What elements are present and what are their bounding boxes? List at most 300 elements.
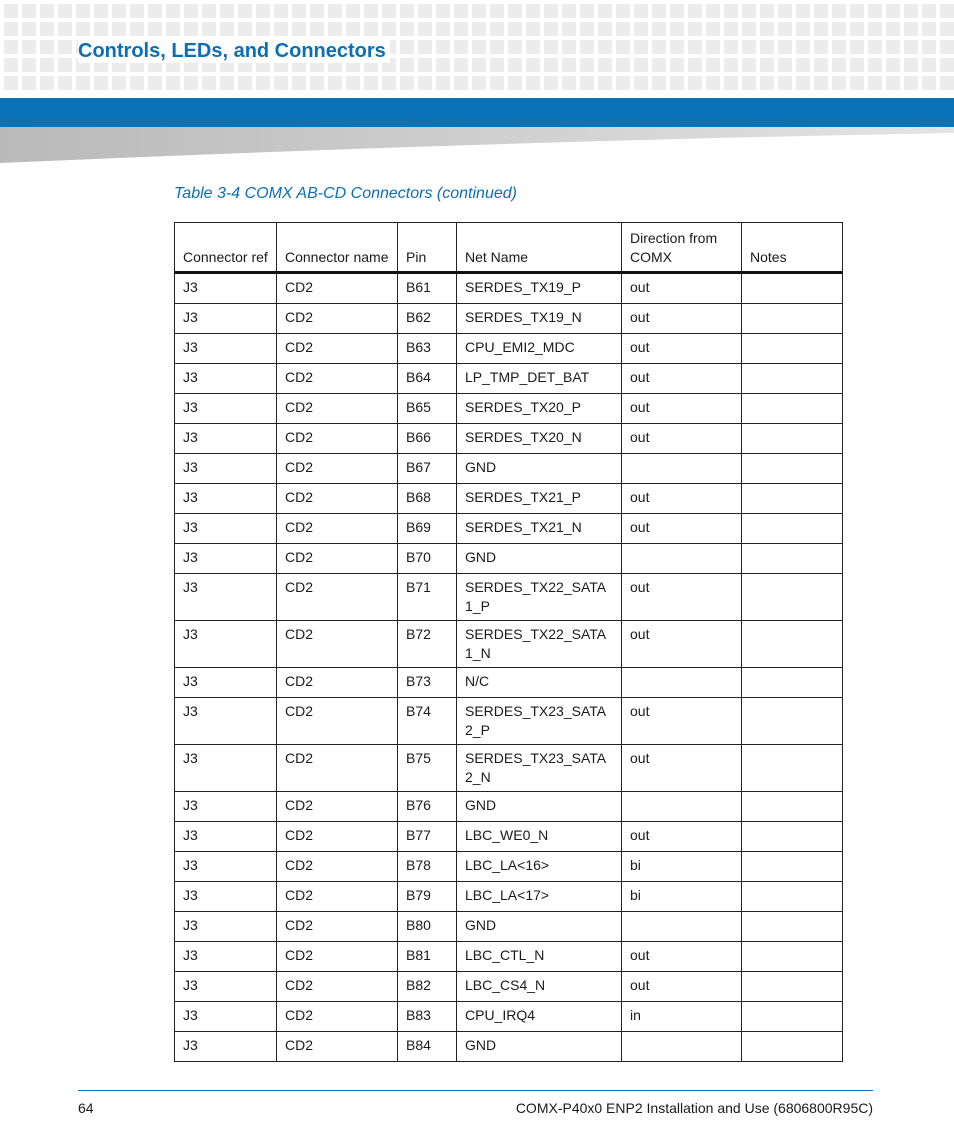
header-tile [940, 76, 954, 90]
header-tile [580, 22, 594, 36]
table-cell: LBC_CS4_N [457, 972, 622, 1002]
table-cell: CD2 [277, 484, 398, 514]
header-tile [562, 40, 576, 54]
header-tile [634, 58, 648, 72]
header-tile [904, 4, 918, 18]
header-tile [58, 4, 72, 18]
table-cell: CD2 [277, 1002, 398, 1032]
table-caption: Table 3-4 COMX AB-CD Connectors (continued) [174, 185, 517, 202]
table-cell [742, 942, 843, 972]
table-cell: J3 [175, 334, 277, 364]
table-cell: CD2 [277, 698, 398, 745]
header-tile [400, 40, 414, 54]
header-tile [562, 76, 576, 90]
header-tile [40, 58, 54, 72]
column-header: Direction from COMX [622, 223, 742, 273]
table-header-row [175, 223, 843, 273]
header-tile [688, 4, 702, 18]
table-cell [742, 394, 843, 424]
header-tile [256, 22, 270, 36]
table-row [175, 942, 843, 972]
header-tile [850, 58, 864, 72]
table-cell: CD2 [277, 574, 398, 621]
header-tile [832, 22, 846, 36]
header-tile [922, 76, 936, 90]
table-cell: SERDES_TX19_P [457, 273, 622, 304]
table-row [175, 621, 843, 668]
header-tile [526, 22, 540, 36]
table-cell: B78 [398, 852, 457, 882]
table-cell: GND [457, 1032, 622, 1062]
table-cell [622, 792, 742, 822]
footer-rule [78, 1090, 873, 1091]
header-tile [112, 76, 126, 90]
header-tile [922, 4, 936, 18]
header-tile [580, 58, 594, 72]
header-tile [382, 4, 396, 18]
table-row [175, 912, 843, 942]
table-cell: CD2 [277, 424, 398, 454]
header-tile [688, 40, 702, 54]
header-tile [364, 76, 378, 90]
header-tile [796, 40, 810, 54]
header-tile [850, 4, 864, 18]
header-tile [202, 76, 216, 90]
table-cell: CD2 [277, 972, 398, 1002]
header-tile [616, 22, 630, 36]
table-cell: J3 [175, 1032, 277, 1062]
header-tile [508, 4, 522, 18]
table-cell: out [622, 273, 742, 304]
column-header: Connector ref [175, 223, 277, 273]
header-tile [328, 22, 342, 36]
header-tile [508, 22, 522, 36]
header-tile [724, 4, 738, 18]
header-tile [184, 22, 198, 36]
header-tile [904, 40, 918, 54]
header-tile [670, 58, 684, 72]
header-tile [130, 22, 144, 36]
table-cell: GND [457, 792, 622, 822]
table-cell: out [622, 424, 742, 454]
header-tile [814, 58, 828, 72]
table-cell: SERDES_TX23_SATA 2_N [457, 745, 622, 792]
table-cell: B80 [398, 912, 457, 942]
table-cell [742, 424, 843, 454]
table-cell: CD2 [277, 621, 398, 668]
table-cell: CD2 [277, 454, 398, 484]
table-cell: J3 [175, 822, 277, 852]
table-cell: J3 [175, 745, 277, 792]
header-tile [508, 58, 522, 72]
header-tile [94, 76, 108, 90]
table-cell: out [622, 364, 742, 394]
header-tile [724, 40, 738, 54]
header-tile [850, 22, 864, 36]
table-cell [742, 1002, 843, 1032]
table-cell: J3 [175, 273, 277, 304]
header-tile [832, 40, 846, 54]
header-tile [832, 76, 846, 90]
table-row [175, 304, 843, 334]
table-cell: B76 [398, 792, 457, 822]
header-tile [670, 4, 684, 18]
table-cell: J3 [175, 304, 277, 334]
header-tile [724, 22, 738, 36]
header-tile [796, 22, 810, 36]
header-tile [4, 76, 18, 90]
header-tile [814, 4, 828, 18]
header-tile [886, 58, 900, 72]
header-tile [580, 4, 594, 18]
header-gray-swoosh [0, 127, 954, 163]
header-tile [526, 76, 540, 90]
table-cell: CD2 [277, 822, 398, 852]
header-tile [346, 22, 360, 36]
header-tile [598, 4, 612, 18]
table-cell: out [622, 745, 742, 792]
header-tile [148, 76, 162, 90]
table-cell: in [622, 1002, 742, 1032]
header-tile [454, 76, 468, 90]
header-tile [760, 40, 774, 54]
table-cell: J3 [175, 484, 277, 514]
table-cell: SERDES_TX21_N [457, 514, 622, 544]
header-tile [742, 4, 756, 18]
table-cell: CD2 [277, 544, 398, 574]
table-cell: J3 [175, 364, 277, 394]
table-cell: CD2 [277, 1032, 398, 1062]
header-tile [508, 76, 522, 90]
header-tile [598, 22, 612, 36]
table-cell: out [622, 394, 742, 424]
header-tile [634, 40, 648, 54]
header-tile [508, 40, 522, 54]
table-row [175, 972, 843, 1002]
header-tile [850, 40, 864, 54]
header-tile [544, 4, 558, 18]
header-tile [94, 4, 108, 18]
table-cell: J3 [175, 668, 277, 698]
table-row [175, 273, 843, 304]
header-tile [454, 58, 468, 72]
header-tile [760, 22, 774, 36]
header-tile [274, 4, 288, 18]
header-tile [868, 76, 882, 90]
column-header: Net Name [457, 223, 622, 273]
header-tile [382, 22, 396, 36]
header-tile [346, 76, 360, 90]
header-tile [490, 22, 504, 36]
table-cell [742, 912, 843, 942]
header-tile [634, 76, 648, 90]
header-tile [436, 4, 450, 18]
header-tile [688, 22, 702, 36]
header-tile [472, 22, 486, 36]
table-cell: GND [457, 544, 622, 574]
table-row [175, 454, 843, 484]
header-tile [634, 4, 648, 18]
header-tile [778, 40, 792, 54]
table-row [175, 334, 843, 364]
header-tile [868, 22, 882, 36]
header-tile [112, 4, 126, 18]
table-cell: CD2 [277, 514, 398, 544]
header-tile [22, 40, 36, 54]
header-tile [850, 76, 864, 90]
header-tile [310, 4, 324, 18]
header-tile [364, 4, 378, 18]
header-tile [418, 4, 432, 18]
table-cell: J3 [175, 852, 277, 882]
table-cell: B74 [398, 698, 457, 745]
header-tile [184, 4, 198, 18]
header-tile [796, 76, 810, 90]
header-tile [76, 4, 90, 18]
header-tile [742, 58, 756, 72]
header-tile [832, 4, 846, 18]
table-cell: J3 [175, 972, 277, 1002]
table-cell: J3 [175, 544, 277, 574]
header-tile [904, 58, 918, 72]
table-cell: CD2 [277, 745, 398, 792]
table-cell: J3 [175, 912, 277, 942]
header-tile [778, 58, 792, 72]
header-tile [562, 4, 576, 18]
table-cell: SERDES_TX22_SATA 1_N [457, 621, 622, 668]
header-tile [310, 76, 324, 90]
table-cell: CD2 [277, 394, 398, 424]
header-tile [670, 40, 684, 54]
header-tile [454, 40, 468, 54]
header-tile [778, 22, 792, 36]
table-cell: out [622, 972, 742, 1002]
header-tile [526, 4, 540, 18]
table-cell: CD2 [277, 304, 398, 334]
header-tile [292, 22, 306, 36]
header-tile [544, 40, 558, 54]
header-tile [436, 76, 450, 90]
table-cell [742, 822, 843, 852]
table-cell [742, 273, 843, 304]
header-tile [778, 76, 792, 90]
connector-table [174, 222, 843, 1062]
header-tile [220, 76, 234, 90]
header-tile [652, 4, 666, 18]
table-cell: B66 [398, 424, 457, 454]
table-row [175, 668, 843, 698]
header-tile [706, 22, 720, 36]
table-cell: CD2 [277, 942, 398, 972]
header-tile [760, 76, 774, 90]
header-tile [706, 76, 720, 90]
table-cell: LBC_CTL_N [457, 942, 622, 972]
table-cell: J3 [175, 454, 277, 484]
document-title: COMX-P40x0 ENP2 Installation and Use (6806800R95C) [515, 1100, 873, 1116]
table-cell: CD2 [277, 668, 398, 698]
header-tile [202, 4, 216, 18]
table-row [175, 514, 843, 544]
header-tile [400, 76, 414, 90]
header-tile [238, 4, 252, 18]
table-cell [622, 1032, 742, 1062]
table-cell: CD2 [277, 273, 398, 304]
header-tile [562, 58, 576, 72]
header-tile [166, 22, 180, 36]
header-tile [580, 40, 594, 54]
header-tile [94, 22, 108, 36]
header-tile [904, 22, 918, 36]
table-cell: LP_TMP_DET_BAT [457, 364, 622, 394]
header-tile [436, 40, 450, 54]
table-cell: J3 [175, 942, 277, 972]
table-row [175, 1002, 843, 1032]
header-tile [652, 22, 666, 36]
header-tile [652, 58, 666, 72]
header-tile [616, 4, 630, 18]
table-cell: B65 [398, 394, 457, 424]
header-tile [490, 76, 504, 90]
table-cell: J3 [175, 424, 277, 454]
table-cell [742, 484, 843, 514]
header-tile [130, 76, 144, 90]
header-tile [886, 40, 900, 54]
header-tile [544, 76, 558, 90]
table-cell: LBC_WE0_N [457, 822, 622, 852]
header-tile [202, 22, 216, 36]
table-cell [742, 1032, 843, 1062]
header-tile [868, 40, 882, 54]
header-tile [814, 76, 828, 90]
header-tile [760, 4, 774, 18]
header-tile [742, 22, 756, 36]
table-cell: B67 [398, 454, 457, 484]
table-cell: CD2 [277, 792, 398, 822]
table-cell [742, 621, 843, 668]
header-tile [112, 22, 126, 36]
header-tile [76, 76, 90, 90]
header-tile [922, 58, 936, 72]
header-tile [868, 4, 882, 18]
header-tile [274, 76, 288, 90]
header-tile [724, 76, 738, 90]
table-cell: SERDES_TX23_SATA 2_P [457, 698, 622, 745]
table-cell: out [622, 698, 742, 745]
table-cell: B63 [398, 334, 457, 364]
header-tile [652, 76, 666, 90]
table-row [175, 364, 843, 394]
header-tile [40, 40, 54, 54]
header-tile [922, 22, 936, 36]
table-cell: B64 [398, 364, 457, 394]
header-tile [418, 22, 432, 36]
table-cell: B72 [398, 621, 457, 668]
table-row [175, 852, 843, 882]
column-header: Connector name [277, 223, 398, 273]
header-tile [922, 40, 936, 54]
header-tile [22, 58, 36, 72]
table-cell: B69 [398, 514, 457, 544]
table-cell [742, 792, 843, 822]
header-tile [796, 4, 810, 18]
header-tile [490, 58, 504, 72]
table-cell: out [622, 621, 742, 668]
header-tile [328, 4, 342, 18]
table-cell [742, 745, 843, 792]
header-tile [436, 58, 450, 72]
table-cell: out [622, 574, 742, 621]
page-number: 64 [78, 1100, 94, 1116]
header-tile [40, 4, 54, 18]
header-tile [58, 58, 72, 72]
table-cell [622, 668, 742, 698]
table-cell [622, 912, 742, 942]
table-cell: J3 [175, 394, 277, 424]
table-body [175, 273, 843, 1062]
header-tile [40, 22, 54, 36]
header-tile [616, 40, 630, 54]
table-cell: LBC_LA<16> [457, 852, 622, 882]
header-tile [166, 76, 180, 90]
table-cell: SERDES_TX22_SATA 1_P [457, 574, 622, 621]
header-tile [130, 4, 144, 18]
table-row [175, 574, 843, 621]
table-cell: B81 [398, 942, 457, 972]
table-cell [742, 454, 843, 484]
header-tile [526, 40, 540, 54]
header-tile [940, 22, 954, 36]
header-tile [778, 4, 792, 18]
table-cell: SERDES_TX21_P [457, 484, 622, 514]
header-tile [4, 40, 18, 54]
header-tile [22, 22, 36, 36]
table-cell: B70 [398, 544, 457, 574]
header-tile [256, 76, 270, 90]
header-tile [418, 58, 432, 72]
header-tile [652, 40, 666, 54]
header-tile [598, 40, 612, 54]
table-cell: GND [457, 912, 622, 942]
table-cell: J3 [175, 698, 277, 745]
header-tile [706, 40, 720, 54]
table-cell: GND [457, 454, 622, 484]
table-cell: out [622, 484, 742, 514]
table-cell: out [622, 942, 742, 972]
header-tile [544, 22, 558, 36]
table-cell [742, 668, 843, 698]
table-cell: bi [622, 852, 742, 882]
header-tile [706, 58, 720, 72]
header-tile [454, 4, 468, 18]
header-tile [886, 22, 900, 36]
header-tile [472, 58, 486, 72]
table-cell: out [622, 514, 742, 544]
header-tile [346, 4, 360, 18]
header-tile [4, 58, 18, 72]
header-tile [886, 76, 900, 90]
table-cell [742, 972, 843, 1002]
header-tile [706, 4, 720, 18]
table-cell [742, 698, 843, 745]
header-tile [904, 76, 918, 90]
header-tile [256, 4, 270, 18]
table-cell: B79 [398, 882, 457, 912]
table-row [175, 394, 843, 424]
table-cell [622, 544, 742, 574]
header-tile [724, 58, 738, 72]
header-tile [598, 58, 612, 72]
header-tile [328, 76, 342, 90]
